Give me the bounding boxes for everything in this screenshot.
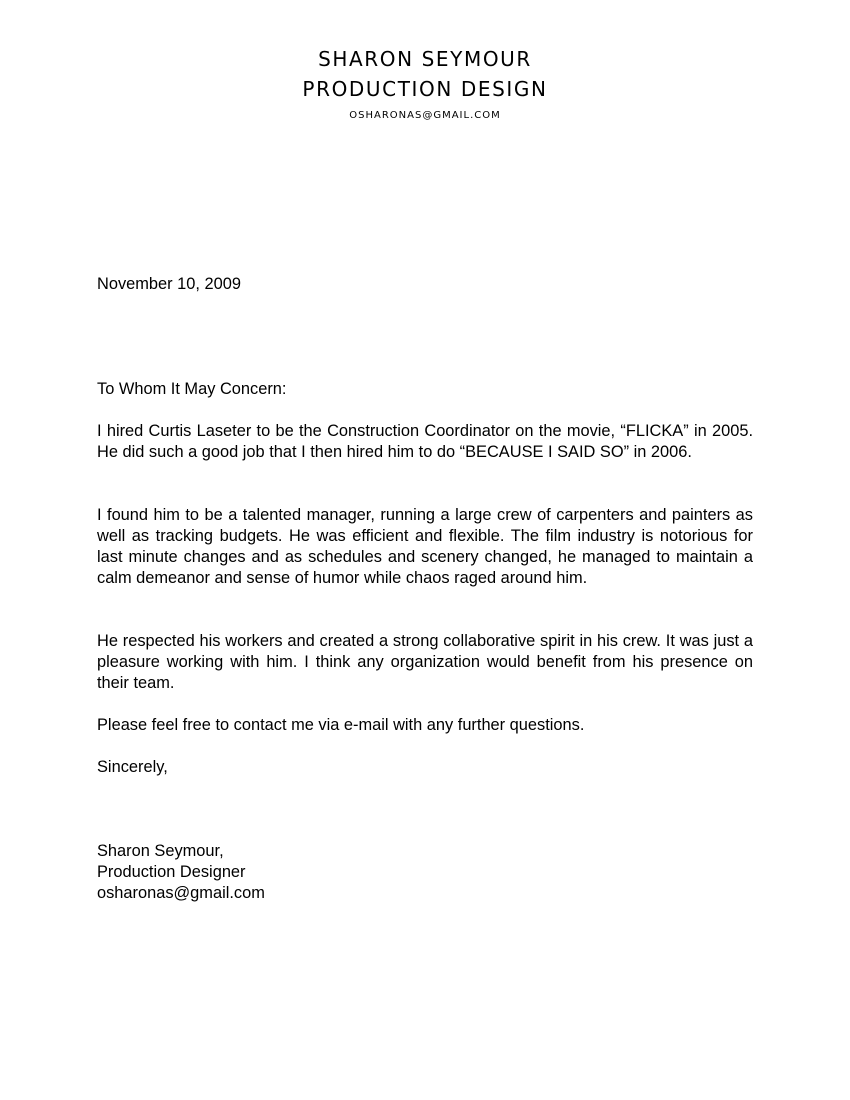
letterhead-title: PRODUCTION DESIGN xyxy=(302,77,548,101)
letterhead xyxy=(0,44,850,124)
signature-name: Sharon Seymour, xyxy=(97,842,224,860)
letter-paragraph-4: Please feel free to contact me via e-mail with any further questions. xyxy=(97,716,585,734)
letter-closing: Sincerely, xyxy=(97,758,168,776)
letter-paragraph-1: I hired Curtis Laseter to be the Construction Coordinator on the movie, “FLICKA” in 2005. He did such a good job that I then hired him to do “BECAUSE I SAID SO” in 2006. xyxy=(97,422,753,461)
letter-paragraph-2: I found him to be a talented manager, running a large crew of carpenters and painters as well as tracking budgets. He was efficient and flexible. The film industry is notorious for last minute changes and as schedules and scenery changed, he managed to maintain a calm demeanor and sense of humor while chaos raged around him. xyxy=(97,506,753,587)
letterhead-email-text: OSHARONAS@GMAIL.COM xyxy=(349,110,501,121)
letter-paragraph-3: He respected his workers and created a strong collaborative spirit in his crew. It was just a pleasure working with him. I think any organization would benefit from his presence on their team. xyxy=(97,632,753,692)
letter-date: November 10, 2009 xyxy=(97,275,241,293)
signature-title: Production Designer xyxy=(97,863,246,881)
signature-block xyxy=(97,841,753,904)
letterhead-email xyxy=(0,106,850,124)
signature-email: osharonas@gmail.com xyxy=(97,884,265,902)
letterhead-name: SHARON SEYMOUR xyxy=(318,47,532,71)
letter-salutation: To Whom It May Concern: xyxy=(97,380,287,398)
